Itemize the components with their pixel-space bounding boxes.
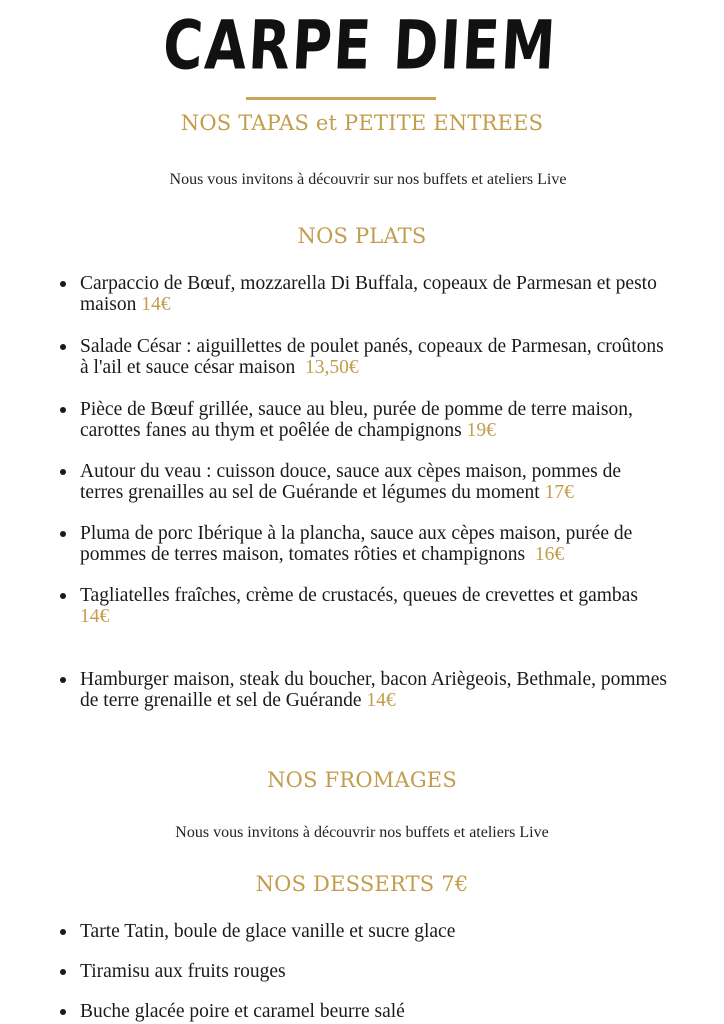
list-item [58, 273, 668, 315]
bullet-icon [60, 929, 66, 935]
dessert-description: Buche glacée poire et caramel beurre salé [80, 1001, 405, 1022]
dish-description: Hamburger maison, steak du boucher, bacon Ariègeois, Bethmale, pommes de terre grenaille et sel de Guérande [80, 669, 667, 711]
list-item [58, 399, 668, 441]
dish-description: Pièce de Bœuf grillée, sauce au bleu, purée de pomme de terre maison, carottes fanes au thym et poêlée de champignons [80, 399, 633, 441]
dessert-description: Tiramisu aux fruits rouges [80, 961, 286, 982]
bullet-icon [60, 593, 66, 599]
list-item [58, 1001, 668, 1022]
dish-description: Pluma de porc Ibérique à la plancha, sauce aux cèpes maison, purée de pommes de terres maison, tomates rôties et champignons [80, 523, 633, 565]
desserts-list [58, 921, 668, 1022]
dish-price: 16€ [534, 544, 565, 565]
plats-list [58, 273, 668, 711]
dish-description: Salade César : aiguillettes de poulet panés, copeaux de Parmesan, croûtons à l'ail et sauce césar maison [80, 336, 664, 378]
bullet-icon [60, 281, 66, 287]
bullet-icon [60, 344, 66, 350]
tapas-note: Nous vous invitons à découvrir sur nos buffets et ateliers Live [169, 171, 567, 188]
dish-price: 14€ [80, 606, 110, 627]
dish-price: 19€ [466, 420, 496, 441]
dish-price: 14€ [141, 294, 171, 315]
bullet-icon [60, 531, 66, 537]
list-item [58, 669, 668, 711]
bullet-icon [60, 677, 66, 683]
logo-underline [246, 97, 436, 100]
dish-price: 13,50€ [304, 357, 359, 378]
bullet-icon [60, 407, 66, 413]
dish-description: Carpaccio de Bœuf, mozzarella Di Buffala, copeaux de Parmesan et pesto maison [80, 273, 657, 315]
section-title-fromages: NOS FROMAGES [267, 768, 457, 792]
dessert-description: Tarte Tatin, boule de glace vanille et sucre glace [80, 921, 456, 942]
list-item [58, 585, 668, 627]
dish-description: Tagliatelles fraîches, crème de crustacés, queues de crevettes et gambas [80, 585, 638, 606]
list-item [58, 461, 668, 503]
section-title-plats: NOS PLATS [297, 224, 427, 248]
bullet-icon [60, 1009, 66, 1015]
bullet-icon [60, 969, 66, 975]
section-title-tapas: NOS TAPAS et PETITE ENTREES [180, 111, 544, 135]
dish-description: Autour du veau : cuisson douce, sauce aux cèpes maison, pommes de terres grenailles au sel de Guérande et légumes du moment [80, 461, 621, 503]
list-item [58, 336, 668, 378]
bullet-icon [60, 469, 66, 475]
dish-price: 17€ [544, 482, 574, 503]
dish-price: 14€ [366, 690, 396, 711]
restaurant-logo: CARPE DIEM [161, 5, 560, 85]
fromages-note: Nous vous invitons à découvrir nos buffets et ateliers Live [175, 824, 549, 841]
list-item [58, 961, 668, 982]
list-item [58, 523, 668, 565]
list-item [58, 921, 668, 942]
section-title-desserts: NOS DESSERTS 7€ [255, 872, 469, 896]
